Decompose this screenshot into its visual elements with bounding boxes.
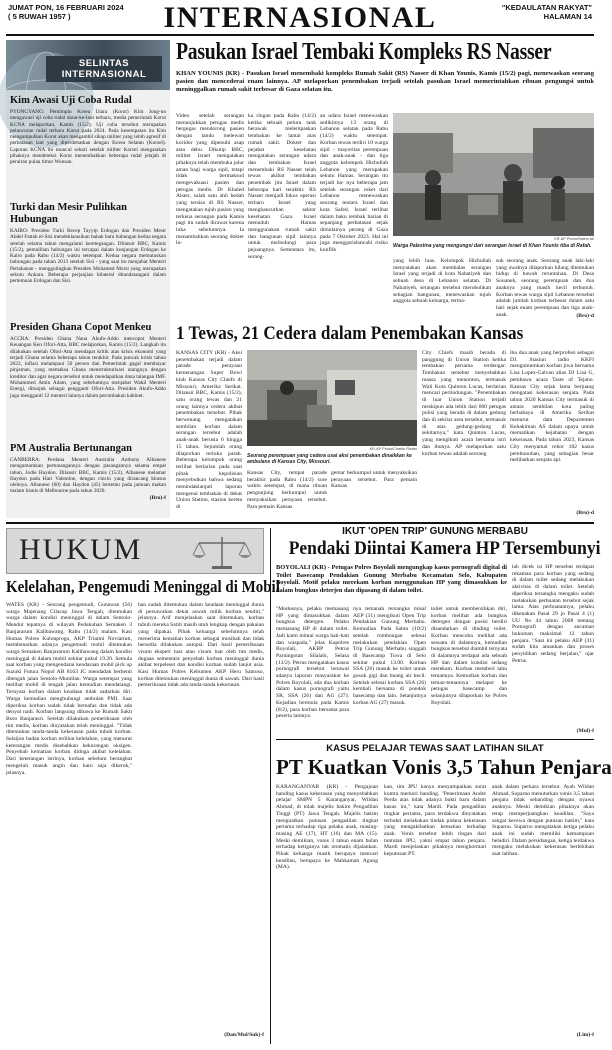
javanese-date-line: ( 5 RUWAH 1957 ): [8, 11, 71, 21]
masthead-rule: [6, 34, 594, 36]
sidebar-story-4: [10, 443, 166, 501]
lead-headline: Pasukan Israel Tembaki Kompleks RS Nasser: [176, 39, 552, 65]
hukum-headline: Kelelahan, Pengemudi Meninggal di Mobil: [6, 577, 280, 596]
lead-photo-caption: Warga Palestina yang mengungsi dari serangan Israel di Khan Younis tiba di Rafah.: [393, 243, 592, 249]
sidebar-story-1: [10, 95, 166, 166]
lead-photo-credit: KR-AP Photo/Hatem Ali: [554, 237, 594, 241]
pendaki-col-1: "Modusnya, pelaku memasang HP yang dimasukkan dalam bungkus detergen. Pelaku memasang HP di dalam toilet. Jadi kami mintai warga hati-hati dan waspada," jelas Kapolres Boyolali, AKBP Petrus Parningotan Silalahi, Selasa (13/2). Petrus mengatakan kasus pornografi tersebut berawal adanya laporan masyarakat ke Polres Boyolali, ada dua korban dalam kasus pornografi yaitu SR, SSA (26) dan AG (27). Kejadian bermula pada Kamis (8/2), para korban bersama para peserta lainnya.: [276, 606, 349, 720]
scales-of-justice-icon: [187, 533, 257, 571]
sidebar-banner: [6, 40, 170, 90]
ambulance-photo: [247, 350, 417, 446]
silat-col-1: KARANGANYAR (KR) - Pengajuan banding kasus kekerasan yang menyebabkan pelajar SMPN 5 Karanganyar, Wildan Ahmad, di tolak majelis hakim Pengadilan Tinggi (PT) Jawa Tengah. Majelis hakim menguatkan putusan pengadilan tingkat pertama terhadap tiga pelaku anak, masing-masing AE (17), HT (16) dan MA (15). Meski demikian, vonis 3 tahun enam bulan terhadap ketiganya tak otomatis dijalankan. Pihak keluarga masih berupaya mencari keadilan, berupaya ke Mahkamah Agung (MA).: [276, 784, 378, 871]
pendaki-intro: BOYOLALI (KR) - Petugas Polres Boyolali mengungkap kasus pornografi digital di Toilet Basecamp Pendakian Gunung Merbabu Kecamatan Selo, Kabupaten Boyolali. Motif pelaku merekam korban menggunakan HP yang dimasukkan ke dalam bungkus deterjen dan dipasang di dalam toilet.: [276, 564, 507, 594]
pendaki-col-3: toilet untuk membersihkan diri, korban melihat ada bungkus detergen dengan posisi berdiri disandarkan di dinding toilet. Korban mencoba melihat ada sesuatu di dalamnya, kemudian bungkus tersebut diambil ternyata di dalamnya terdapat ada sebuah HP dan dalam kondisi sedang merekam. Korban memberi tahu temannya. Kemudian korban dan teman-temannya melapor ke petugas basecamp dan selanjutnya dilaporkan ke Polres Boyolali.: [431, 606, 507, 706]
lead-signature: (Bro)-d: [576, 313, 594, 319]
silat-col-3: anak dalam perkara tersebut. Ayah Wildan Ahmad, Suparno menuturkan vonis 3,5 tahun penjara tidak sebanding dengan nyawa anaknya. Meski demikian pihaknya akan tetap memperjuangkan keadilan. "Saya sangat kecewa dengan putusan hakim," kata Suparno. Suparno mengatakan ketiga pelaku anak ini sudah memiliki kemampuan beladiri. Dalam persidangan, ketiga terdakwa mengaku melakukan kekerasan berlebihan saat latihan.: [492, 784, 594, 858]
story-rule: [276, 739, 594, 740]
section-title: INTERNASIONAL: [163, 1, 437, 34]
lead-col-5: suk seorang anak. Seorang anak laki-laki yang awalnya dilaporkan hilang ditemukan hidup di bawah reruntuhan. Di Desa Souaneh, seorang perempuan dan dua anaknya yang masih kecil terbunuh. Korban tewas warga sipil Lebanon tersebut adalah jumlah korban terbesar dalam satu hari sejak enam perempuan dan tiga anak-anak.: [496, 258, 594, 318]
pendaki-headline: Pendaki Diintai Kamera HP Tersembunyi: [288, 538, 601, 559]
rafah-crowd-photo: [393, 113, 594, 236]
pendaki-kicker: IKUT 'OPEN TRIP' GUNUNG MERBABU: [342, 526, 528, 537]
hukum-banner-title: HUKUM: [19, 533, 143, 566]
sidebar-story-title: Kim Awasi Uji Coba Rudal: [10, 95, 132, 106]
kansas-col-2b: gemar berkumpul untuk menyaksikan perayaan tersebut. Para pemain Kansas: [331, 470, 417, 490]
kansas-signature: (Bro)-d: [576, 510, 594, 516]
sidebar-signature: (Bro)-f: [149, 494, 166, 501]
hukum-col-1: WATES (KR) - Seorang pengemudi, Gunawan (56) warga Majenang Cilacap Jawa Tengah, ditemukan warga dalam kondisi meninggal di dalam Sentolo-Mendut tepatnya di wilayah Pedukuhan Semaken 3 Banjararum Kalibawang, Rabu (14/2) malam. Kasi Humas Polres Kulonprogo, AKP Triatmi Noviartuti, membenarkan adanya pengemudi mobil ditemukan warga Semaken Banjararum Kalibawang dalam kondisi meninggal di dalam mobil sekitar pukul 19.20. Semula saat korban yang mengendarai kendaraan mobil pick up Suzuki Futura Nopol AB 8163 JC mendadak berhenti ditengah jalan Sentolo-Muntilan. Warga setempat yang melihat mobil di tengah jalan kemudian mendatangi. Ternyata korban dalam keadaan tidak sadarkan diri. Warga kemudian menghubungi ambulan PMI. Saat diperiksa korban sudah tidak bernafas dan tidak ada denyut nadi. Korban langsung dibawa ke Rumah Sakit Boro Banjarasri. Setelah dilakukan pemeriksaan oleh tim medis, korban dinyatakan telah meninggal. "Tidak ditemukan tanda-tanda kekerasan pada tubuh korban. Selaijun badan korban terlihat kelelahan, yang menurut keterangan medis disebabkan kekurangan oksigen. Penyebab kematian korban diduga akibat kelelahan. Dari keterangan istrinya, korban sebelum berangkat mengeluh masuk angin dan baru saja dikerok," jelasnya.: [6, 602, 132, 776]
sidebar-story-title: Presiden Ghana Copot Menkeu: [10, 322, 152, 333]
silat-signature: (Lim)-f: [576, 1032, 594, 1038]
column-rule: [270, 528, 271, 1044]
lead-photo: [393, 113, 594, 236]
page-number: HALAMAN 14: [543, 11, 592, 21]
lead-col-1: Video setelah serangan menunjukkan petugas medis bergegas mendorong pasien dengan tandu melewati koridor yang dipenuhi asap atau debu. Dikutip BBC, militer Israel mengatakan pihaknya telah membuka jalur aman bagi warga sipil, tetapi tidak bermaksud mengevakuasi pasien dan petugas medis. Dr Khaled Alserr, salah satu ahli bedah yang tersisa di RS Nasser, mengatakan tujuh pasien yang terkena serangan pada Kamis pagi itu sudah dirawat karena luka sebelumnya. Ia menambahkan seorang dokter lu-: [176, 113, 244, 247]
masthead-paper: [472, 4, 592, 21]
sidebar-story-body: ACCRA: Presiden Ghana Nana Akufo-Addo mencopot Menteri Keuangan Ken Ofori-Atta, BBC melaporkan, Kamis (15/2). Langkah itu dilakukan setelah Ofori-Atta mendapat kritik atas krisis ekonomi yang terjadi Ghana selama beberapa tahun terakhir. Pada puncak krisis tahun 2022, inflasi melampaui 50 persen dan Pemerintah gagal membayar pinjaman, yang memaksa Ghana menstrukturisasi utangnya dengan kreditor dan agar negara tersebut untuk mendapatkan dana talangan IMF. Mohammed Amin Adam, yang sebelumnya menjabat Wakil Menteri Energi, ditunjuk sebagai pengganti Ofori-Atta. Presiden Akufo-Addo juga mengganti 12 menteri lainnya dalam perombakan kabinet.: [10, 336, 166, 399]
kansas-headline: 1 Tewas, 21 Cedera dalam Penembakan Kansas: [176, 323, 524, 344]
sidebar-story-body: PYONGYANG: Pemimpin Korea Utara (Korut) Kim Jong-un mengawasi uji coba rudal darat-ke-laut terbaru, media pemerintah Korut KCNA melaporkan, Kamis (15/2). Uji coba tersebut merupakan peluncuran rudal terbaru Korut pada 2024. Pada kesempatan itu Kim mengumpulkan Korut akan mengambil sikap militer yang lebih agresif di perbatasan laut yang diperdebatkan dengan Korea Selatan (Korsel). Laporan KCNA itu muncul sehari setelah militer Korsel mengatakan pihaknya mendeteksi Korut menembakkan beberapa rudal jelajah di perairan pulau timur Wonsan.: [10, 109, 166, 166]
sidebar-story-body: CANBERRA: Perdana Menteri Australia Anthony Albanese mengumumkan pertunangannya dengan pasangannya selama empat tahun, Jodie Haydon. Dilansir BBC, Kamis (15/2), Albanese melamar Haydon pada Hari Valentine, dengan cincin yang dirancang khusus olehnya. Albanese (60) dan Haydon (45) bertemu pada jamuan makan malam bisnis di Melbourne pada tahun 2020.: [10, 457, 166, 495]
sidebar-story-title: Turki dan Mesir Pulihkan Hubungan: [10, 202, 128, 225]
date-line: JUMAT PON, 16 FEBRUARI 2024: [8, 3, 124, 12]
silat-headline: PT Kuatkan Vonis 3,5 Tahun Penjara: [276, 755, 612, 779]
sidebar: [6, 40, 170, 518]
sidebar-story-3: [10, 322, 166, 399]
lead-col-2: ka ringan pada Rabu (14/2) ketika sebuah peluru tank berawak melempaskan tembakan ke lantai atas rumah sakit. Dokter dan pejabat kesehatan mengatakan serangan udara dan tembakan Israel menembaki RS Nasser telah tewas akibat tembakan penembak jitu Israel dalam beberapa hari terakhir. RS Nasser menjadi fokus operasi terbaru Israel yang menghancurkan sektor kesehatan Gaza. Israel menuduh Hamas menggunakan rumah sakit dan bangunan sipil lainnya untuk melindungi para pejuangnya. Sementara itu, serang-: [248, 113, 316, 260]
pendaki-signature: (Mul)-f: [576, 728, 594, 734]
hukum-col-2: han sudah ditemukan dalam keadaan meninggal dunia di persawahan dekat aswah milik korban sendiri," jelasnya. Arif menjelaskan saat ditemukan, korban tubuh mereka Satiti masih utuh lengkap dengan pakaian yang dipakai. Pihak keluarga sebelumnya telah menerima kematian korban sebagai musibah dan tidak bersedia dilakukan autopsi. Dari hasil pemeriksaan visum ekspert luar atau visum luar oleh tim medis, dugaan sementara penyebab korban meninggal dunia akibat terpeleset dan kondisi korban sudah lanjut usia. Kasi Humas Polres Kebumen AKP Heru Santoso, korban ditemukan meninggal dunia di sawah. Dari hasil pemeriksaan tidak ada tanda-tanda kekerasan.: [138, 602, 264, 689]
sidebar-banner-title: SELINTAS INTERNASIONAL: [46, 56, 162, 82]
lead-col-4: yang lebih luas. Kelompok Hizbullah menyatakan akan membalas serangan Israel yang terjadi di kota Nabatiyeh dan sebuah desa di Lebanon selatan. Di Nabatiyeh, serangan tersebut merobohkan sebagian bangunan, menewaskan tujuh anggota sebuah keluarga, terma-: [393, 258, 491, 305]
hukum-banner: [6, 528, 264, 574]
masthead-date: [8, 4, 128, 21]
kansas-col-2: Kansas City, tempat parade berakhir pada Rabu (14/2) sore waktu setempat, di mana ribuan pengunjung berkumpul untuk menyaksikan perayaan tersebut. Para pemain Kansas: [247, 470, 327, 510]
lead-col-3: an udara Israel menewaskan sedikitnya 13 orang di Lebanon selatan pada Rabu (14/2) waktu setempat. Korban tewas terdiri 10 warga sipil - mayoritas perempuan dan anak-anak - dan tiga anggota kelompok Hizbullah Lebanon yang merupakan sekutu Hamas. Serangan itu terjadi ha- nya beberapa jam setelah serangan roket dari Lebanon menewaskan seorang tentara Israel dan kota Safed. Israel terlibat dalam baku tembak harian di sepanjang perbatasan sejak dimulainya perang di Gaza pada 7 Oktober 2023. Hal ini juga menggarisbawahi risiko konflik: [320, 113, 388, 254]
kansas-photo: [247, 350, 417, 446]
sidebar-story-2: [10, 202, 166, 285]
kansas-photo-credit: KR-AP Photo/Charlie Riedel: [369, 447, 417, 451]
sidebar-story-body: KAIRO: Presiden Turki Recep Tayyip Erdogan dan Presiden Mesir Abdel Fattah el-Sisi mendeklarasikan babak baru hubungan kedua negara setelah selama tahun mengalami keretegangan. Dilansir BBC, Kamis (15/2), pemulihan hubungan ini tercapai dalam kunjungan Erdogan ke Kairo pada Rabu (14/2) waktu setempat. Kedua negara memutuskan hubungan pada tahun 2013 setelah Sisi - yang saat itu menjabat Menteri Pertahanan - menggulingkan Presiden Mohamed Morsi yang merupakan sekutu Ankara. Beberapa perjanjian bilateral ditandatangani dalam pertemuan Erdogan dan Sisi.: [10, 228, 166, 285]
kansas-col-4: ibu dua anak yang berprofesi sebagai DJ. Stasiun radio KKFI mengumumkan korban jiwa bernama Lisa Lopez-Galvan alias DJ Lisa G, pembawa acara Taste of Tejano. Kansas City sejak lama berjuang mengatasi kekerasan senjata. Pada tahun 2020 Kansas City termasuk di antara sembilan kota paling berbahaya di Amerika Serikat menurut data Departemen Kehakiman AS dalam upaya untuk mematikan kejahatan dengan kekerasan. Pada tahun 2023, Kansas City menyamai rekor 182 kasus pembunuhan, yang sebagian besar melibatkan senjata api.: [510, 350, 594, 464]
kansas-photo-caption: Seorang perempuan yang cedera usai aksi penembakan dinaikkan ke ambulans di Kansas City, Missouri.: [247, 453, 412, 465]
hukum-signature: (Dan/Mul/Suk)-f: [224, 1032, 264, 1038]
sidebar-story-title: PM Australia Bertunangan: [10, 443, 132, 454]
lead-intro: KHAN YOUNIS (KR) - Pasukan Israel menembaki kompleks Rumah Sakit (RS) Nasser di Khan Younis, Kamis (15/2) pagi, menewaskan seorang pasien dan mencederai enam lainnya. AP melaporkan penembakan terjadi setelah pasukan Israel memerintahkan ribuan pengungsi untuk meninggalkan rumah sakit terbesar di Gaza selatan itu.: [176, 70, 594, 93]
pendaki-col-2: nya temanah tersangka misal AEP (31) mengikuti Open Trip Pendakian Gunung Merbabu. Kemudian Pada Sabtu (10/2) setelah rombongan selesai melakukan pendakian Open Trip Gunung Merbabu singgah di Basecamp Tuwa di Selo sekitar pukul 13.00. Korban SSA (26) masuk ke toilet untuk gosok gigi dan buang air kecil. Setelah selesai korban SSA (26) kembali bersama di pondok basecamp dan lain. Selanjutnya korban AG (27) masuk.: [353, 606, 426, 706]
silat-kicker: KASUS PELAJAR TEWAS SAAT LATIHAN SILAT: [326, 743, 544, 754]
pendaki-col-4: lah dicek isi HP tersebut terdapat rekaman para korban yang sedang di dalam toilet sedang melakukan aktivitas di dalam toilet. Setelah diperiksa tersangka mengaku sudah melakukan perbuatan tersebut sejak lama. Atas perbuatannya, pelaku dikenakan Pasal 29 jo Pasal 4 (1) UU No 44 tahun 2008 tentang Pornografi dengan ancaman hukuman maksimal 12 tahun penjara. "Saat ini pelaku AEP (31) sudah kita amankan dan proses penyidikan sedang berjalan," ujar Petrus.: [512, 564, 594, 664]
kansas-col-1: KANSAS CITY (KR) - Aksi penembakan terjadi dalam parade perayaan kemenangan Super Bowl klub Kansas City Chiefs di Missouri, Amerika Serikat. Dilansir BBC, Kamis (15/2), satu orang tewas dan 21 orang lainnya cedera akibat penembakan tersebut. Pihak berwenang mengatakan sembilan korban dalam serangan tersebut adalah anak-anak berusia 6 hingga 15 tahun. Sejumlah orang dilaporkan terluka parah. Beberapa kelompok orang terlihat berlarian pada saat pihak kepolisian menyebutkan bahwa sedang menindaklanjuti laporan mengenai tembakan di dekat Union Station, stasiun kereta di: [176, 350, 242, 511]
paper-name: "KEDAULATAN RAKYAT": [501, 3, 592, 12]
kansas-col-3: City Chiefs masih berada di panggung di Union Station ketika tembakan pertama terdengar. Tembakan tersebut menyebabkan massa yang menonton, termasuk Wali Kota Quinton Lucas, berlarian mencari perlindungan. "Penembakan di luar Union Station terjadi meskipun ada lebih dari 800 petugas polisi yang berada di dalam gedung dan di sekitar area tersebut, termasuk di atas gedung-gedung di sekitarnya," kata Quinton Lucas, yang mengikuti acara bersama istri dan ibunya. AP melaporkan satu korban tewas adalah seorang: [422, 350, 506, 457]
silat-col-2: kan, tim JPU hanya menyampaikan surat kontra memori banding. "Penerimaan Andre Perda atas tidak adanya bukti baru dalam kasus ini," kata Mardi. Pada pengadilan tingkat pertama, para terdakwa dinyatakan terbukti melakukan tindak pidana kekerasan yang mengakibatkan kematian terhadap anak. Vonis tersebut lebih ringan dari tuntutan JPU, yakni empat tahun penjara. Mardi menjelaskan pihaknya menghormati keputusan PT.: [384, 784, 486, 858]
section-divider: [6, 522, 594, 524]
